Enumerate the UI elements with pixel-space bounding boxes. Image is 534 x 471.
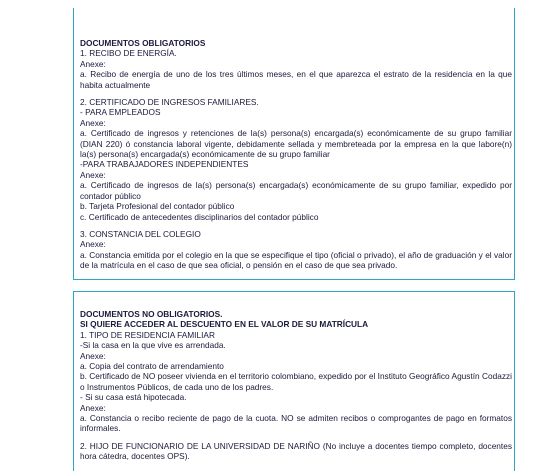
descuento-subtitle: SI QUIERE ACCEDER AL DESCUENTO EN EL VALOR DE SU MATRÍCULA xyxy=(80,319,369,330)
independientes-item-a: a. Certificado de ingresos de la(s) persona(s) encargada(s) económicamente de su grupo familiar, expedido por contador público xyxy=(80,180,512,201)
obligatorios-title: DOCUMENTOS OBLIGATORIOS xyxy=(80,38,206,48)
anexe-label: Anexe: xyxy=(80,117,106,128)
independientes-subheading: -PARA TRABAJADORES INDEPENDIENTES xyxy=(80,159,249,170)
anexe-label: Anexe: xyxy=(80,402,106,413)
independientes-item-c: c. Certificado de antecedentes disciplinarios del contador público xyxy=(80,211,319,222)
obligatorios-section xyxy=(80,38,512,271)
anexe-label: Anexe: xyxy=(80,58,106,69)
independientes-item-b: b. Tarjeta Profesional del contador público xyxy=(80,201,235,212)
recibo-energia-item-a: a. Recibo de energía de uno de los tres últimos meses, en el que aparezca el estrato de la residencia en la que habita actualmente xyxy=(80,69,512,90)
anexe-label: Anexe: xyxy=(80,239,106,250)
anexe-label: Anexe: xyxy=(80,350,106,361)
no-obligatorios-section xyxy=(80,309,512,462)
anexe-label: Anexe: xyxy=(80,169,106,180)
no-obligatorios-title: DOCUMENTOS NO OBLIGATORIOS. xyxy=(80,309,223,319)
certificado-ingresos-heading: 2. CERTIFICADO DE INGRESOS FAMILIARES. xyxy=(80,97,259,108)
empleados-item-a: a. Certificado de ingresos y retenciones de la(s) persona(s) encargada(s) económicamente de su grupo familiar (DIAN 220) ó constancia laboral vigente, debidamente sellada y membreteada por la empresa en la que labore(n) la(s) persona(s) encargada(s) económicamente de su grupo familiar xyxy=(80,128,512,160)
tipo-residencia-heading: 1. TIPO DE RESIDENCIA FAMILIAR xyxy=(80,329,215,340)
arrendada-condition: -Si la casa en la que vive es arrendada. xyxy=(80,340,226,351)
hipotecada-item-a: a. Constancia o recibo reciente de pago de la cuota. NO se admiten recibos o comprogantes de pago en formatos informales. xyxy=(80,413,512,434)
hijo-funcionario-heading: 2. HIJO DE FUNCIONARIO DE LA UNIVERSIDAD DE NARIÑO (No incluye a docentes tiempo completo, docentes hora cátedra, docentes OPS). xyxy=(80,440,512,462)
empleados-subheading: - PARA EMPLEADOS xyxy=(80,107,161,118)
constancia-colegio-item-a: a. Constancia emitida por el colegio en la que se especifique el tipo (oficial o privado), el año de graduación y el valor de la matrícula en el caso de que sea oficial, o pensión en el caso de que sea privado. xyxy=(80,249,512,271)
constancia-colegio-heading: 3. CONSTANCIA DEL COLEGIO xyxy=(80,228,201,239)
arrendamiento-item-a: a. Copia del contrato de arrendamiento xyxy=(80,361,224,372)
arrendamiento-item-b: b. Certificado de NO poseer vivienda en el territorio colombiano, expedido por el Instituto Geográfico Agustín Codazzi o Instrumentos Públicos, de cada uno de los padres. xyxy=(80,371,512,392)
recibo-energia-heading: 1. RECIBO DE ENERGÍA. xyxy=(80,48,177,59)
hipotecada-condition: - Si su casa está hipotecada. xyxy=(80,392,187,403)
